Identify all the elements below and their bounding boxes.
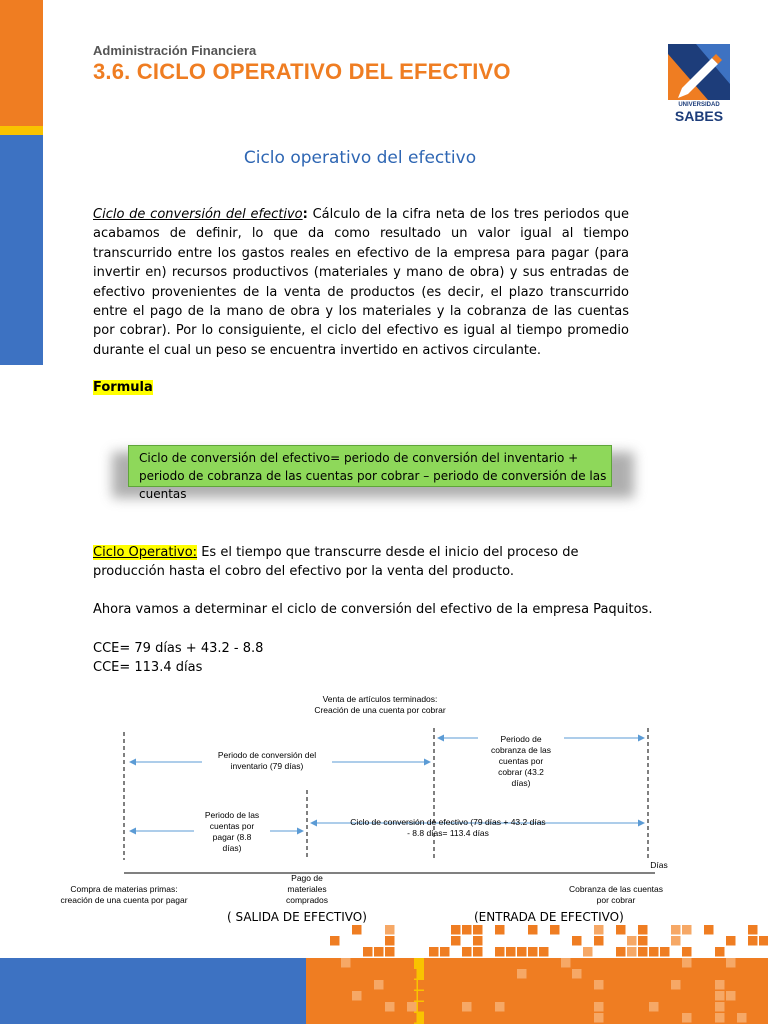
label-entrada: (ENTRADA DE EFECTIVO) [474,910,624,924]
definition-paragraph [93,205,629,360]
label-venta: Venta de artículos terminados: Creación de una cuenta por cobrar [290,694,470,716]
label-pagar: Periodo de las cuentas por pagar (8.8 días) [194,810,270,854]
logo-text-universidad: UNIVERSIDAD [678,102,720,108]
logo-text-sabes: SABES [674,108,724,124]
formula-box: Ciclo de conversión del efectivo= periodo de conversión del inventario + periodo de cobranza de las cuentas por cobrar – periodo de conversión de las cuentas [128,445,612,487]
section-title: Ciclo operativo del efectivo [243,148,477,168]
ahora-text: Ahora vamos a determinar el ciclo de conversión del efectivo de la empresa Paquitos. [93,602,653,617]
page-title: 3.6. CICLO OPERATIVO DEL EFECTIVO [93,59,511,84]
left-orange-bar [0,0,43,126]
left-yellow-bar [0,126,43,135]
label-cobranza: Periodo de cobranza de las cuentas por cobrar (43.2 días) [478,734,564,789]
formula-label: Formula [93,380,153,395]
label-cce: Ciclo de conversión de efectivo (79 días + 43.2 días - 8.8 días= 113.4 días [350,817,546,838]
label-salida: ( SALIDA DE EFECTIVO) [227,910,367,924]
definition-colon: : [302,207,308,222]
definition-body: Cálculo de la cifra neta de los tres periodos que acabamos de definir, lo que da como resultado un valor igual al tiempo transcurrido entre los gastos reales en efectivo de la empresa para pagar (para invertir en) recursos productivos (materiales y mano de obra) y sus entradas de efectivo provenientes de la venta de productos (es decir, el plazo transcurrido entre el pago de la mano de obra y los materiales y la cobranza de las cuentas por cobrar). Por lo consiguiente, el ciclo del efectivo es igual al tiempo promedio durante el cual un peso se encuentra invertido en activos circulante. [93,207,629,358]
definition-term: Ciclo de conversión del efectivo [93,207,303,222]
cce-line-1: CCE= 79 días + 43.2 - 8.8 [93,641,264,656]
label-cobranza-final: Cobranza de las cuentas por cobrar [568,884,664,905]
pixel-pattern [330,925,768,1024]
bottom-blue-band [0,958,306,1024]
header-subtitle: Administración Financiera [93,43,257,58]
label-dias: Días [650,860,668,870]
cce-line-2: CCE= 113.4 días [93,660,203,675]
label-pago: Pago de materiales comprados [285,873,329,905]
label-compra: Compra de materias primas: creación de una cuenta por pagar [60,884,188,905]
label-inventario: Periodo de conversión del inventario (79 días) [202,750,332,772]
left-blue-bar [0,135,43,365]
ciclo-operativo-label: Ciclo Operativo: [93,545,198,560]
ciclo-operativo-paragraph [93,543,633,582]
cash-cycle-diagram [0,680,768,930]
ciclo-operativo-text: Es el tiempo que transcurre desde el inicio del proceso de producción hasta el cobro del efectivo por la venta del producto. [93,545,579,580]
